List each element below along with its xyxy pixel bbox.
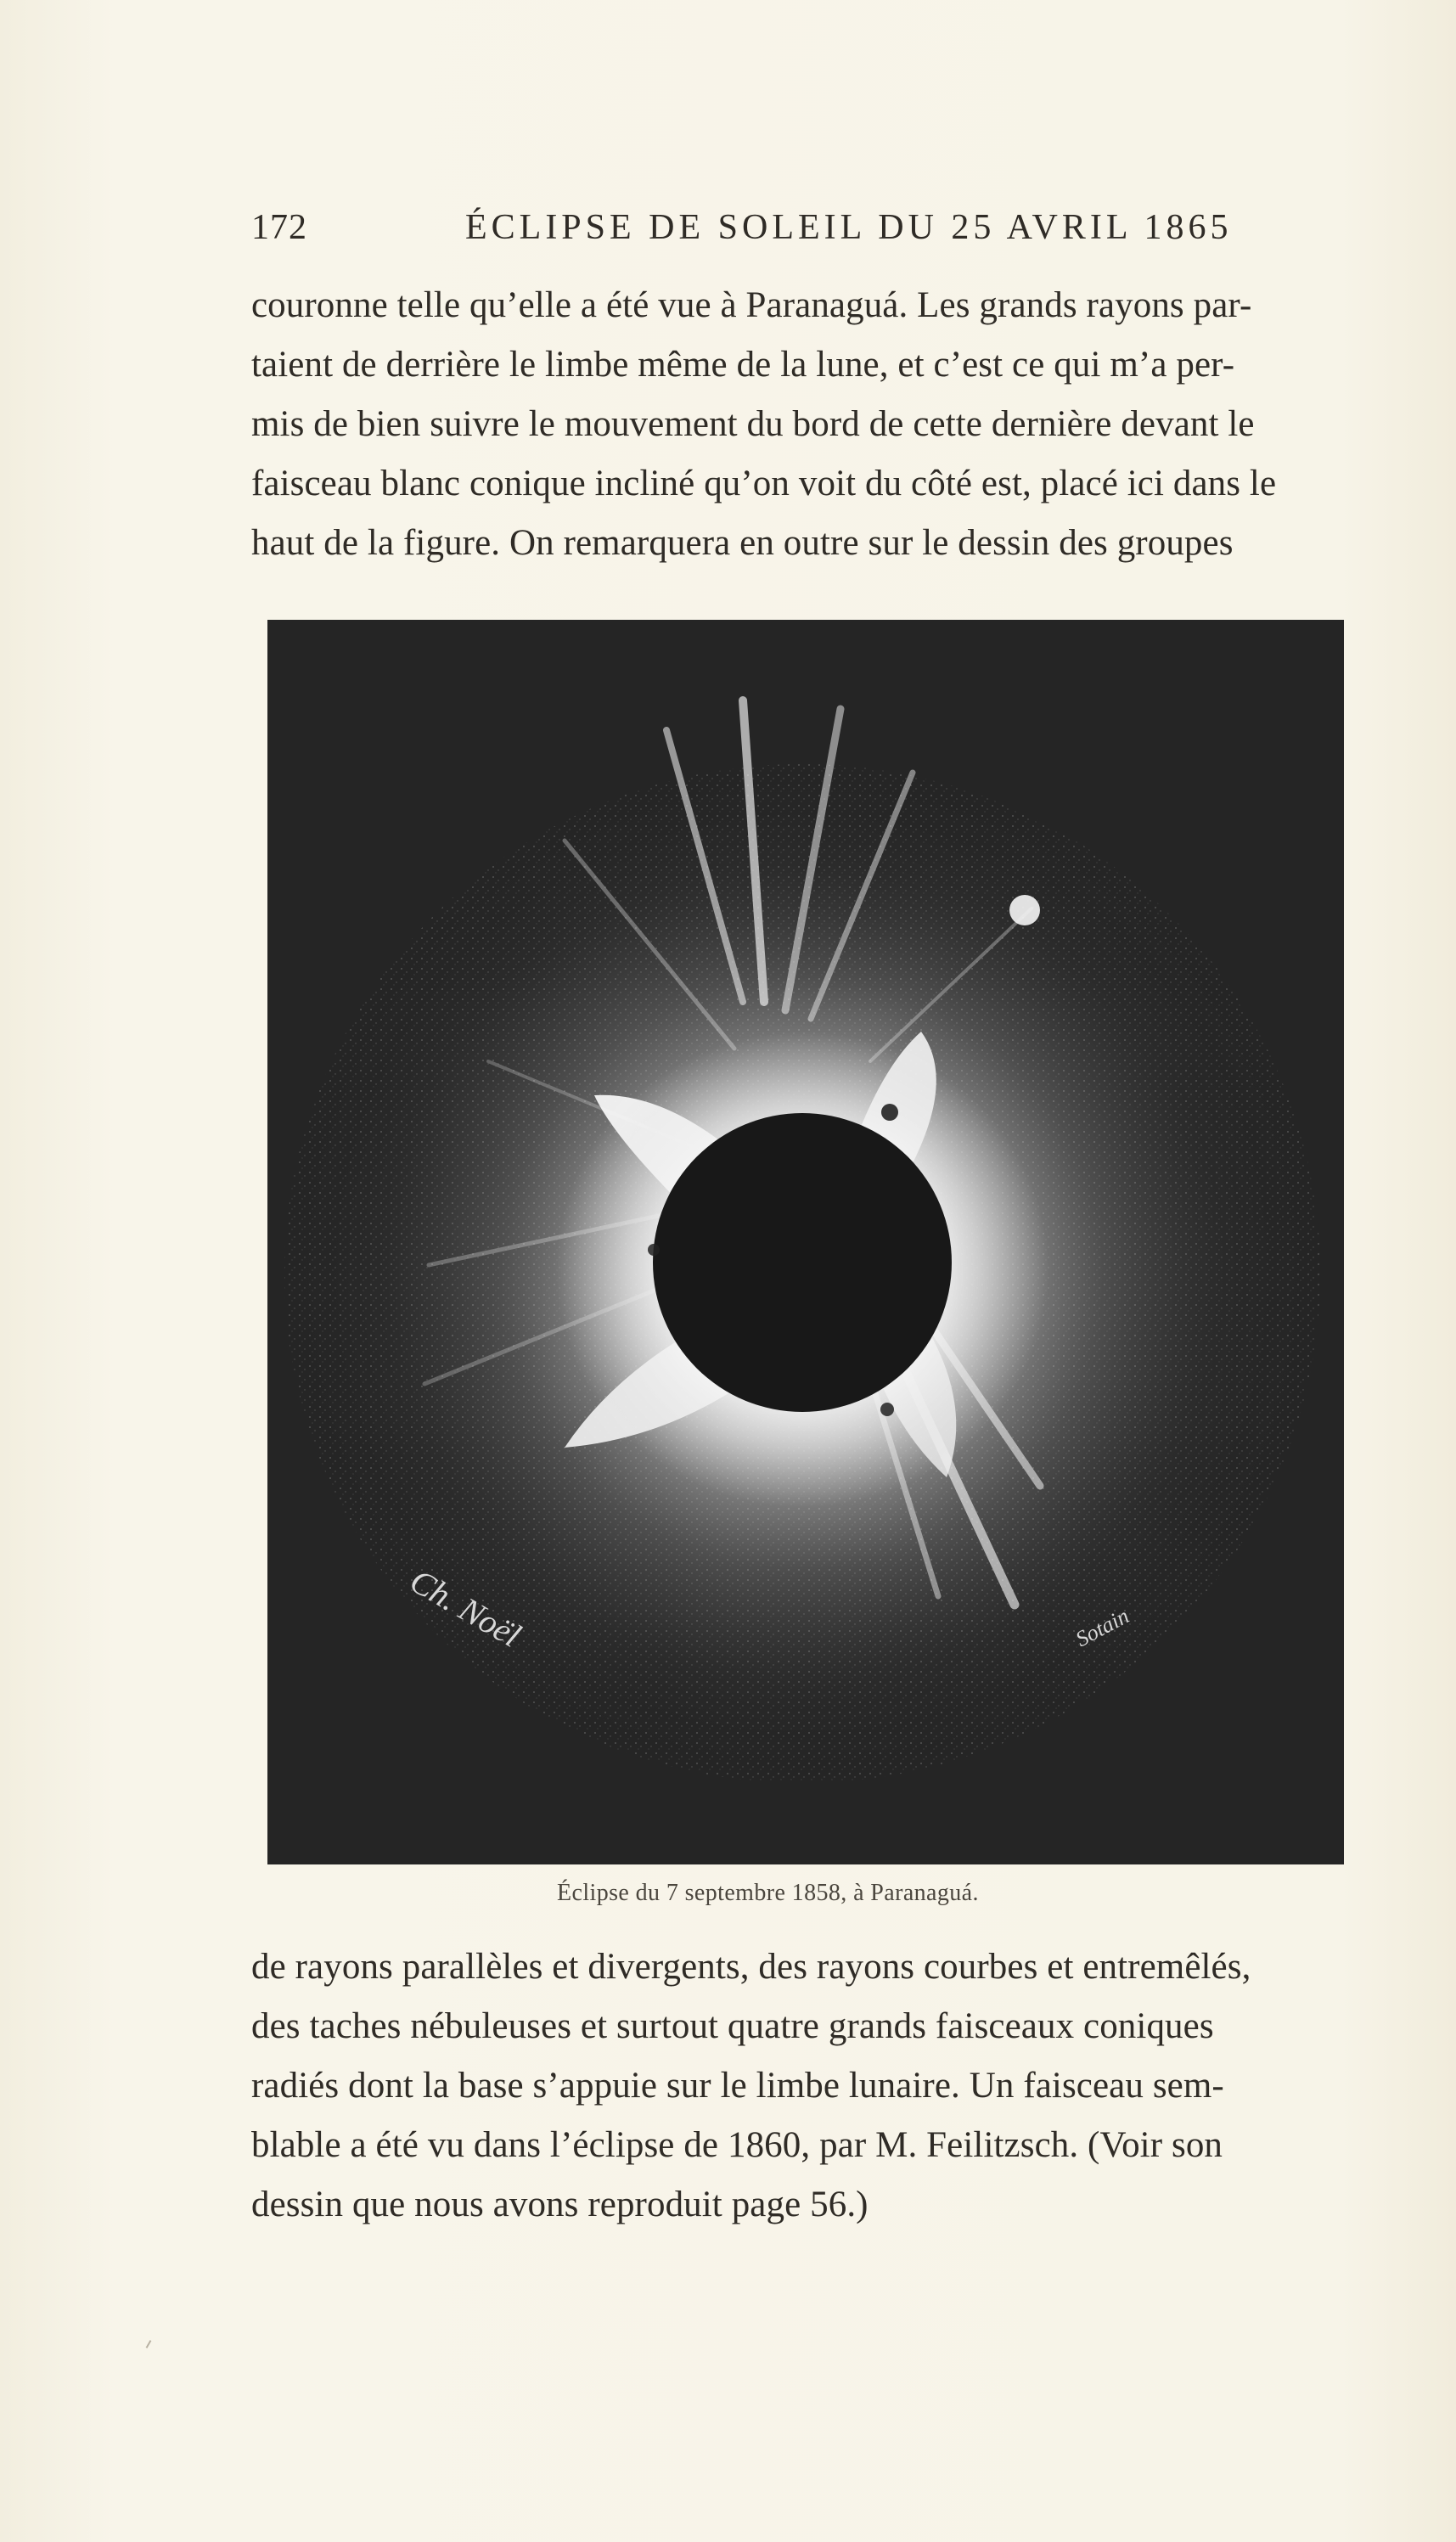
running-title: ÉCLIPSE DE SOLEIL DU 25 AVRIL 1865 bbox=[465, 208, 1233, 247]
eclipse-illustration bbox=[267, 620, 1344, 1864]
body-line: radiés dont la base s’appuie sur le limbe lunaire. Un faisceau sem- bbox=[251, 2066, 1224, 2106]
engraver-signature-left: Ch. Noël bbox=[403, 1561, 528, 1655]
body-line: dessin que nous avons reproduit page 56.) bbox=[251, 2185, 869, 2224]
margin-mark bbox=[146, 2340, 152, 2348]
body-line: couronne telle qu’elle a été vue à Paranaguá. Les grands rayons par- bbox=[251, 285, 1252, 325]
body-line: des taches nébuleuses et surtout quatre grands faisceaux coniques bbox=[251, 2006, 1214, 2046]
body-line: mis de bien suivre le mouvement du bord de cette dernière devant le bbox=[251, 404, 1255, 444]
body-line: blable a été vu dans l’éclipse de 1860, par M. Feilitzsch. (Voir son bbox=[251, 2125, 1223, 2165]
body-line: taient de derrière le limbe même de la lune, et c’est ce qui m’a per- bbox=[251, 345, 1235, 385]
prominence-left bbox=[648, 1244, 660, 1256]
eclipse-engraving bbox=[267, 620, 1344, 1864]
body-text-top bbox=[251, 276, 1372, 573]
prominence-bottom bbox=[880, 1403, 894, 1416]
body-line: faisceau blanc conique incliné qu’on voit du côté est, placé ici dans le bbox=[251, 464, 1277, 503]
planet-dot bbox=[1009, 895, 1040, 925]
figure-caption: Éclipse du 7 septembre 1858, à Paranaguá. bbox=[557, 1880, 979, 1906]
prominence-top bbox=[881, 1104, 898, 1121]
body-line: de rayons parallèles et divergents, des rayons courbes et entremêlés, bbox=[251, 1947, 1251, 1987]
engraver-signature-right: Sotain bbox=[1071, 1603, 1133, 1652]
running-head bbox=[251, 207, 1233, 258]
body-text-bottom bbox=[251, 1937, 1372, 2235]
moon-disk bbox=[653, 1113, 952, 1412]
body-line: haut de la figure. On remarquera en outre sur le dessin des groupes bbox=[251, 523, 1234, 563]
page-number: 172 bbox=[251, 208, 307, 247]
